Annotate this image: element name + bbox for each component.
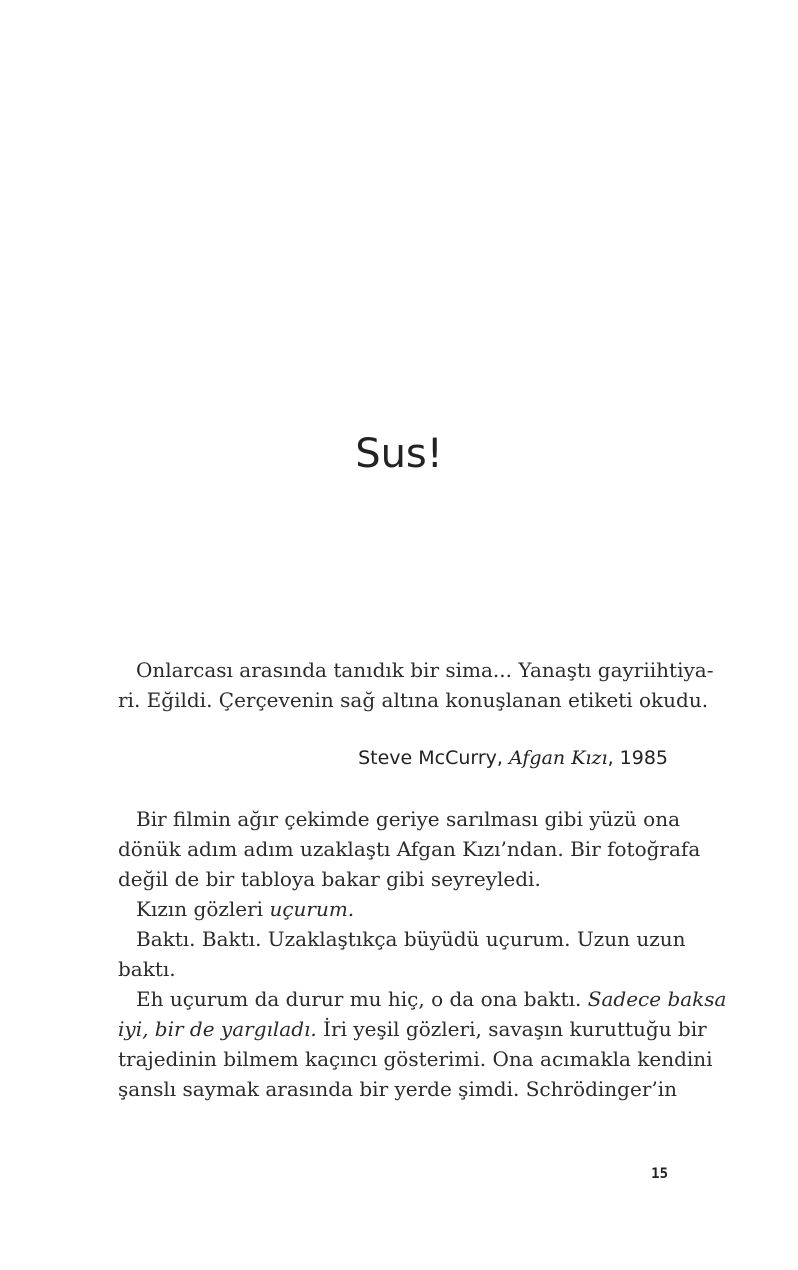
italic-text: iyi, bir de yargıladı. (118, 1017, 317, 1041)
text-line: Baktı. Baktı. Uzaklaştıkça büyüdü uçurum. Uzun uzun (136, 927, 686, 951)
text-line: Onlarcası arasında tanıdık bir sima... Yanaştı gayriihtiya- (136, 658, 714, 682)
text-span: İri yeşil gözleri, savaşın kuruttuğu bir (316, 1017, 707, 1041)
text-line (118, 1014, 707, 1044)
text-line (118, 894, 668, 924)
text-line: değil de bir tabloya bakar gibi seyreyledi. (118, 867, 541, 891)
text-line: ri. Eğildi. Çerçevenin sağ altına konuşlanan etiketi okudu. (118, 688, 709, 712)
text-line: Bir filmin ağır çekimde geriye sarılması gibi yüzü ona (136, 807, 680, 831)
text-line: şanslı saymak arasında bir yerde şimdi. Schrödinger’in (118, 1077, 678, 1101)
photographer-name: Steve McCurry, (358, 747, 503, 769)
chapter-title: Sus! (355, 430, 443, 477)
text-line: trajedinin bilmem kaçıncı gösterimi. Ona acımakla kendini (118, 1047, 713, 1071)
italic-text: uçurum. (269, 897, 355, 921)
photo-credit (118, 743, 668, 773)
text-span: Eh uçurum da durur mu hiç, o da ona baktı. (136, 987, 588, 1011)
artwork-year: , 1985 (607, 747, 668, 769)
italic-text: Sadece baksa (587, 987, 727, 1011)
text-span: Kızın gözleri (136, 897, 270, 921)
text-line: dönük adım adım uzaklaştı Afgan Kızı’ndan. Bir fotoğrafa (118, 837, 701, 861)
page-number: 15 (651, 1166, 668, 1182)
text-line (118, 984, 727, 1014)
artwork-title: Afgan Kızı (509, 747, 608, 769)
text-line: baktı. (118, 957, 176, 981)
body-text (118, 804, 727, 1104)
intro-paragraph (118, 655, 714, 715)
